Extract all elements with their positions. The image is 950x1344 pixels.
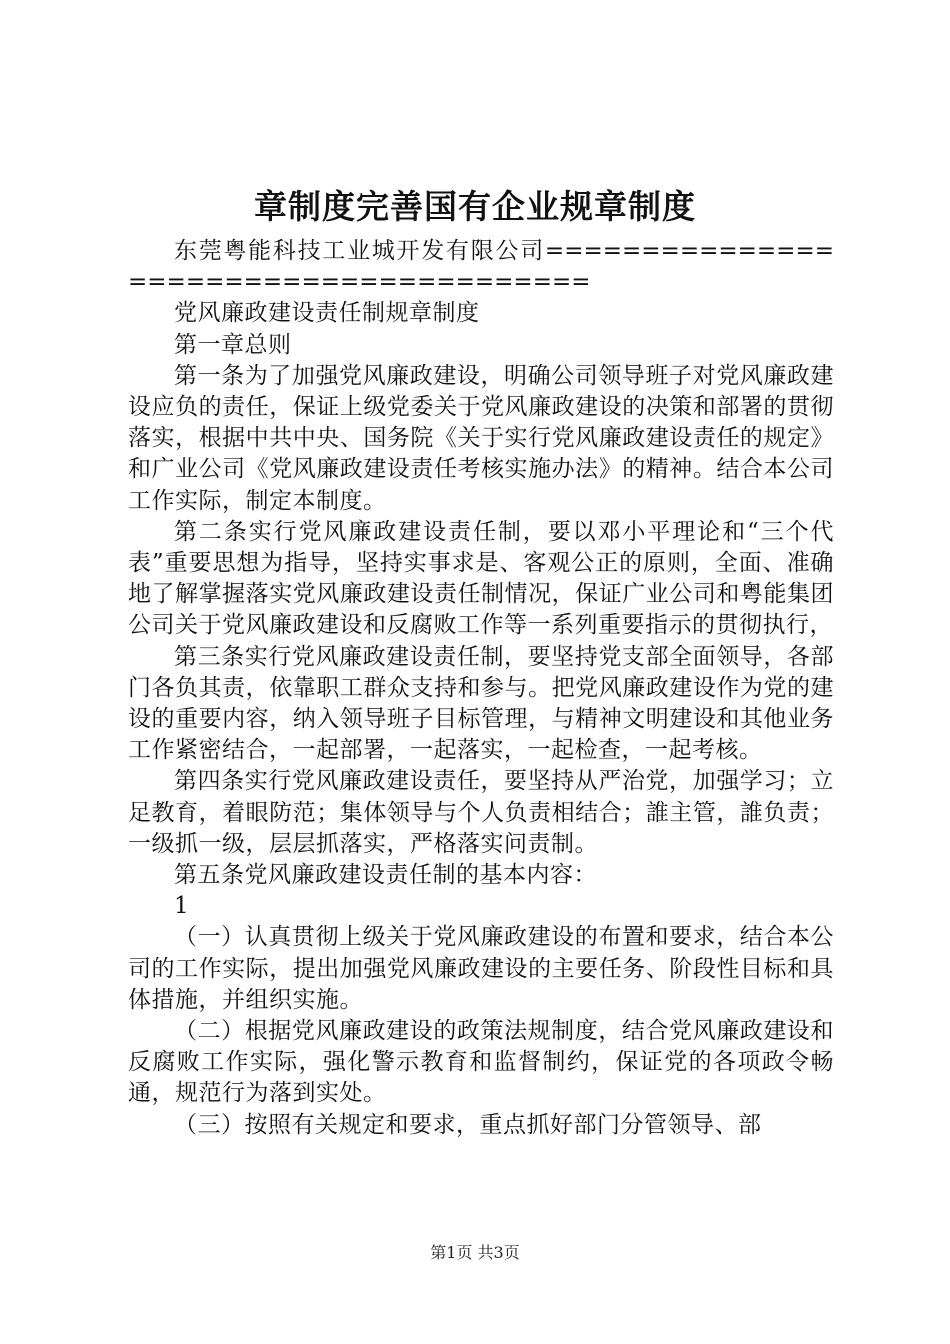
item-1: （一）认真贯彻上级关于党风廉政建设的布置和要求，结合本公司的工作实际，提出加强党风廉政建设的主要任务、阶段性目标和具体措施，并组织实施。	[128, 924, 834, 1013]
article-1: 第一条为了加强党风廉政建设，明确公司领导班子对党风廉政建设应负的责任，保证上级党委关于党风廉政建设的决策和部署的贯彻落实，根据中共中央、国务院《关于实行党风廉政建设责任的规定》和广业公司《党风廉政建设责任考核实施办法》的精神。结合本公司工作实际，制定本制度。	[128, 362, 834, 514]
separator-line: =======================================	[128, 238, 834, 296]
article-4: 第四条实行党风廉政建设责任，要坚持从严治党，加强学习；立足教育，着眼防范；集体领导与个人负责相结合；誰主管，誰负责；一级抓一级，层层抓落实，严格落实问责制。	[128, 768, 834, 857]
document-title: 章制度完善国有企业规章制度	[254, 187, 696, 226]
section-heading: 党风廉政建设责任制规章制度	[174, 300, 480, 327]
page-number: 第1页 共3页	[430, 1243, 520, 1262]
article-3: 第三条实行党风廉政建设责任制，要坚持党支部全面领导，各部门各负其责，依靠职工群众支持和参与。把党风廉政建设作为党的建设的重要内容，纳入领导班子目标管理，与精神文明建设和其他业务工作紧密结合，一起部署，一起落实，一起检查，一起考核。	[128, 643, 834, 764]
article-2: 第二条实行党风廉政建设责任制，要以邓小平理论和“三个代表”重要思想为指导，坚持实事求是、客观公正的原则，全面、准确地了解掌握落实党风廉政建设责任制情况，保证广业公司和粤能集团公司关于党风廉政建设和反腐败工作等一系列重要指示的贯彻执行，	[128, 518, 834, 639]
item-3: （三）按照有关规定和要求，重点抓好部门分管领导、部	[174, 1111, 762, 1138]
chapter-heading: 第一章总则	[174, 331, 292, 358]
document-body	[128, 236, 834, 1141]
item-2: （二）根据党风廉政建设的政策法规制度，结合党风廉政建设和反腐败工作实际，强化警示教育和监督制约，保证党的各项政令畅通，规范行为落到实处。	[128, 1018, 834, 1107]
company-line	[128, 236, 834, 298]
article-5: 第五条党风廉政建设责任制的基本内容：	[174, 862, 597, 889]
company-name: 东莞粤能科技工业城开发有限公司	[174, 238, 545, 264]
list-marker: 1	[174, 893, 190, 920]
